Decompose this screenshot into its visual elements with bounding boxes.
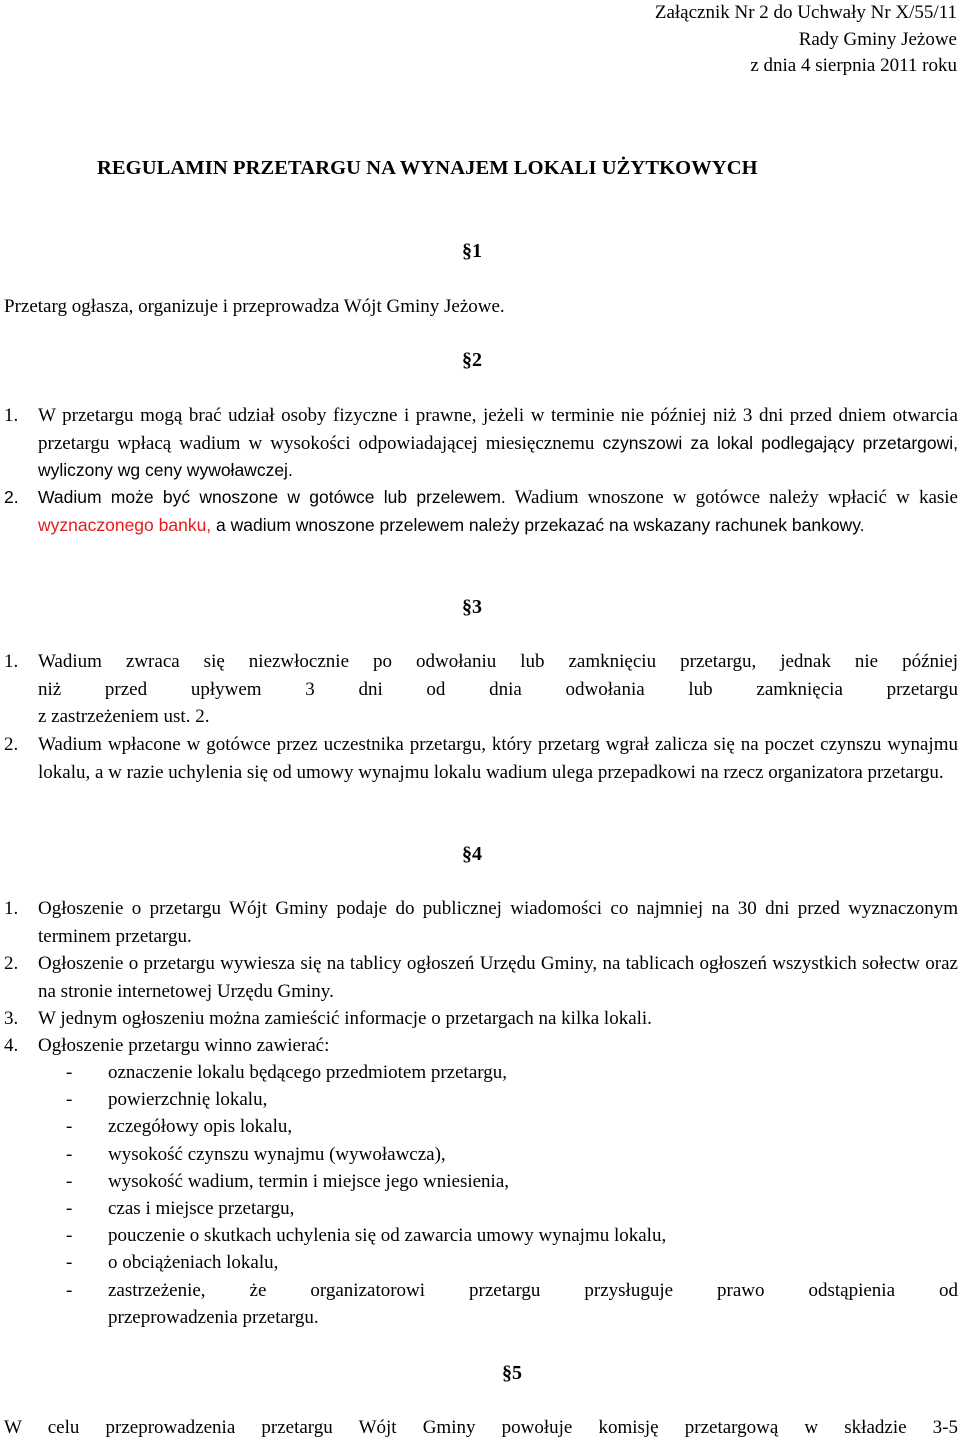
list-item-text: o obciążeniach lokalu, <box>108 1252 279 1274</box>
section-5-text: W celu przeprowadzenia przetargu Wójt Gminy powołuje komisję przetargową w składzie 3-5 <box>4 1417 958 1438</box>
item-text: Ogłoszenie o przetargu Wójt Gminy podaje do publicznej wiadomości co najmniej na 30 dni przed wyznaczonym terminem przetargu. <box>38 898 958 947</box>
dash-marker: - <box>66 1062 73 1083</box>
list-item <box>66 1059 958 1086</box>
item-text: Wadium wnoszone w gotówce należy wpłacić w kasie <box>505 487 958 508</box>
list-item-text: przeprowadzenia przetargu. <box>108 1306 319 1328</box>
section-3-mark: §3 <box>462 596 482 618</box>
list-item-text: oznaczenie lokalu będącego przedmiotem przetargu, <box>108 1062 507 1083</box>
item-number: 1. <box>4 898 19 919</box>
section-3-item-1 <box>4 648 958 731</box>
section-4-mark: §4 <box>462 843 482 865</box>
section-2-item-2 <box>4 484 958 539</box>
dash-marker: - <box>66 1197 73 1219</box>
item-text: Ogłoszenie o przetargu wywiesza się na tablicy ogłoszeń Urzędu Gminy, na tablicach ogłoszeń wszystkich sołectw oraz na stronie internetowej Urzędu Gminy. <box>38 953 958 1002</box>
item-number: 1. <box>4 405 19 426</box>
list-item-text: wysokość czynszu wynajmu (wywoławcza), <box>108 1143 446 1165</box>
header-line-1: Załącznik Nr 2 do Uchwały Nr X/55/11 <box>654 2 957 23</box>
list-item <box>66 1086 958 1113</box>
item-text-line: Wadium zwraca się niezwłocznie po odwołaniu lub zamknięciu przetargu, jednak nie później <box>38 651 958 672</box>
document-title: REGULAMIN PRZETARGU NA WYNAJEM LOKALI UŻYTKOWYCH <box>97 157 758 179</box>
item-number: 4. <box>4 1035 19 1056</box>
item-number: 2. <box>4 734 19 755</box>
section-2-item-1 <box>4 402 958 485</box>
item-text-sans: czynszowi za lokal podlegający przetargowi, wyliczony wg ceny wywoławczej. <box>38 432 959 480</box>
section-3-item-2 <box>4 731 958 786</box>
list-item <box>66 1195 958 1222</box>
item-text: Wadium wpłacone w gotówce przez uczestnika przetargu, który przetarg wgrał zalicza się na poczet czynszu wynajmu lokalu, a w razie uchylenia się od umowy wynajmu lokalu wadium ulega przepadkowi na rzecz organizatora przetargu. <box>38 734 958 783</box>
header-line-3: z dnia 4 sierpnia 2011 roku <box>750 55 957 76</box>
section-4-item-2 <box>4 950 958 1005</box>
item-text: Ogłoszenie przetargu winno zawierać: <box>38 1035 330 1056</box>
item-text-line: z zastrzeżeniem ust. 2. <box>38 706 210 727</box>
list-item-text: czas i miejsce przetargu, <box>108 1197 295 1219</box>
dash-marker: - <box>66 1089 73 1111</box>
dash-marker: - <box>66 1170 73 1192</box>
item-text-sans: a wadium wnoszone przelewem należy przekazać na wskazany rachunek bankowy. <box>211 514 865 535</box>
announcement-contents-list <box>66 1059 958 1331</box>
list-item-continuation <box>66 1304 958 1331</box>
dash-marker: - <box>66 1252 73 1274</box>
section-1-mark: §1 <box>462 240 482 262</box>
list-item-text: zczegółowy opis lokalu, <box>108 1116 293 1138</box>
list-item-text: pouczenie o skutkach uchylenia się od zawarcia umowy wynajmu lokalu, <box>108 1225 667 1247</box>
dash-marker: - <box>66 1116 73 1138</box>
section-2-mark: §2 <box>462 349 482 371</box>
list-item <box>66 1249 958 1276</box>
item-number: 2. <box>4 487 19 507</box>
list-item <box>66 1113 958 1140</box>
item-text: W jednym ogłoszeniu można zamieścić informacje o przetargach na kilka lokali. <box>38 1008 652 1029</box>
item-text-sans: Wadium może być wnoszone w gotówce lub przelewem. <box>38 487 506 507</box>
list-item-text: wysokość wadium, termin i miejsce jego wniesienia, <box>108 1170 510 1192</box>
section-1-text: Przetarg ogłasza, organizuje i przeprowadza Wójt Gminy Jeżowe. <box>4 296 505 317</box>
dash-marker: - <box>66 1279 73 1301</box>
section-4-item-3 <box>4 1005 958 1033</box>
item-number: 3. <box>4 1008 19 1029</box>
attachment-header <box>655 0 957 80</box>
item-number: 1. <box>4 651 19 672</box>
section-5-mark: §5 <box>502 1362 522 1384</box>
list-item <box>66 1168 958 1195</box>
item-text-serif: W przetargu mogą brać udział osoby fizyczne i prawne, jeżeli w terminie nie później niż 3 dni przed dniem otwarcia przetargu wpłacą wadium w wysokości odpowiadającej miesięcznemu <box>38 405 958 454</box>
dash-marker: - <box>66 1225 73 1247</box>
dash-marker: - <box>66 1143 73 1165</box>
header-line-2: Rady Gminy Jeżowe <box>798 28 957 50</box>
list-item-text: powierzchnię lokalu, <box>108 1089 268 1111</box>
list-item <box>66 1277 958 1304</box>
item-number: 2. <box>4 953 19 974</box>
section-4-item-1 <box>4 895 958 950</box>
section-4-item-4 <box>4 1032 958 1060</box>
item-text-line: niż przed upływem 3 dni od dnia odwołania lub zamknięcia przetargu <box>38 678 958 700</box>
list-item <box>66 1141 958 1168</box>
highlighted-text: wyznaczonego banku, <box>38 514 212 535</box>
list-item <box>66 1222 958 1249</box>
list-item-text: zastrzeżenie, że organizatorowi przetargu przysługuje prawo odstąpienia od <box>108 1279 958 1301</box>
